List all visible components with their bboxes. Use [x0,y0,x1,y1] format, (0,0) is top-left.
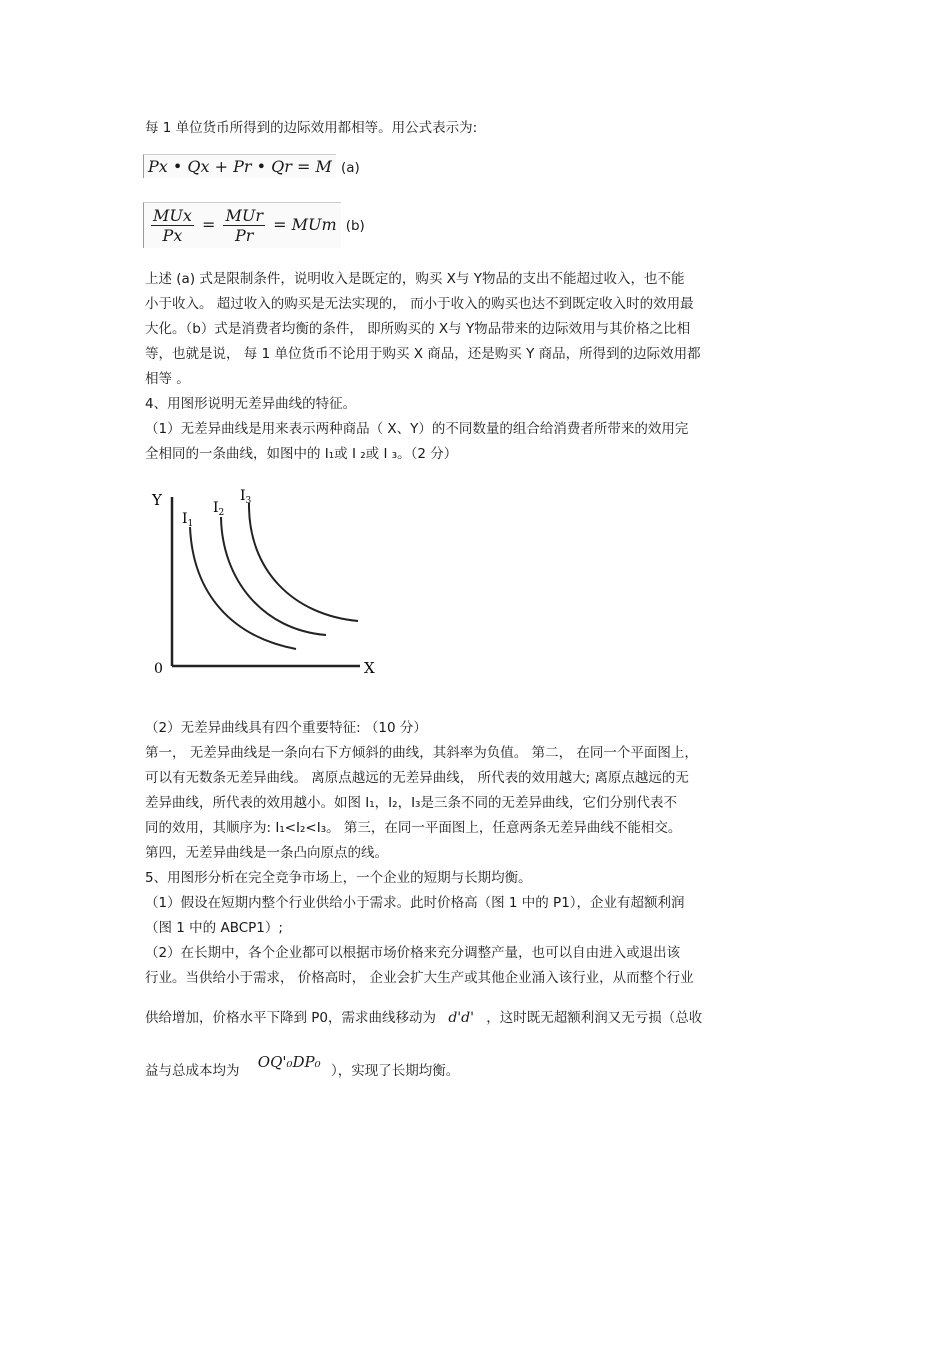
text-line: 可以有无数条无差异曲线。 离原点越远的无差异曲线， 所代表的效用越大; 离原点越远的无 [145,770,689,786]
text-line: 上述 (a) 式是限制条件，说明收入是既定的，购买 X与 Y物品的支出不能超过收入，也不能 [145,271,685,287]
curve-i2 [221,517,326,635]
formula-b-tag: (b) [345,218,365,234]
text-line: （1）假设在短期内整个行业供给小于需求。此时价格高（图 1 中的 P1），企业有超额利润 [145,895,685,911]
curve-i1-label: $I_1$ [182,511,194,529]
text-line: 大化。（b）式是消费者均衡的条件， 即所购买的 X与 Y物品带来的边际效用与其价格之比相 [145,321,691,337]
formula-a-expression: Px • Qx + Pr • Qr = M [143,154,336,178]
text-line: 差异曲线，所代表的效用越小。如图 I₁，I₂，I₃是三条不同的无差异曲线，它们分别代表不 [145,795,677,811]
text-line: 每 1 单位货币所得到的边际效用都相等。用公式表示为: [145,120,478,136]
y-axis-label: Y [152,491,162,509]
text-line: 益与总成本均为 OQ'₀DP₀ ），实现了长期均衡。 [145,1053,460,1079]
text-line: （1）无差异曲线是用来表示两种商品（ X、Y）的不同数量的组合给消费者所带来的效用完 [145,421,689,437]
formula-b-expression: $\frac{\text{MUx}}{Px}$ = $\frac{\text{MUr}}{Pr}$ = MUm [143,202,341,248]
text-line: 第四，无差异曲线是一条凸向原点的线。 [145,845,388,861]
oq-formula: OQ'₀DP₀ [257,1053,321,1071]
curve-i3 [249,503,358,621]
text-line: 同的效用，其顺序为: I₁<I₂<I₃。 第三，在同一平面图上，任意两条无差异曲线不能相交。 [145,820,682,836]
text-line: 全相同的一条曲线，如图中的 I₁或 I ₂或 I ₃。（2 分） [145,446,458,462]
text-line: 供给增加，价格水平下降到 P0，需求曲线移动为 d'd' ，这时既无超额利润又无亏损（总收 [145,1010,703,1026]
text-line: 第一， 无差异曲线是一条向右下方倾斜的曲线，其斜率为负值。 第二， 在同一个平面图上， [145,745,698,761]
x-axis-label: X [364,659,375,677]
curve-i3-label: $I_3$ [240,488,252,506]
text-line: （2）无差异曲线具有四个重要特征: （10 分） [145,720,427,736]
curve-i2-label: $I_2$ [213,500,225,518]
indifference-curve-graph [148,485,388,680]
section-heading: 5、用图形分析在完全竞争市场上，一个企业的短期与长期均衡。 [145,870,532,886]
text-line: 等，也就是说， 每 1 单位货币不论用于购买 X 商品，还是购买 Y 商品，所得到的边际效用都 [145,346,701,362]
text-line: （图 1 中的 ABCP1）; [145,920,283,936]
origin-label: 0 [154,661,163,677]
text-line: 小于收入。 超过收入的购买是无法实现的， 而小于收入的购买也达不到既定收入时的效用最 [145,296,694,312]
section-heading: 4、用图形说明无差异曲线的特征。 [145,396,357,412]
formula-a [143,154,360,178]
formula-a-tag: (a) [340,160,360,176]
text-line: 行业。当供给小于需求， 价格高时， 企业会扩大生产或其他企业涌入该行业，从而整个行业 [145,970,694,986]
text-line: （2）在长期中，各个企业都可以根据市场价格来充分调整产量，也可以自由进入或退出该 [145,945,681,961]
text-line: 相等 。 [145,371,190,387]
formula-b [143,202,365,248]
dd-formula: d'd' [448,1010,474,1026]
